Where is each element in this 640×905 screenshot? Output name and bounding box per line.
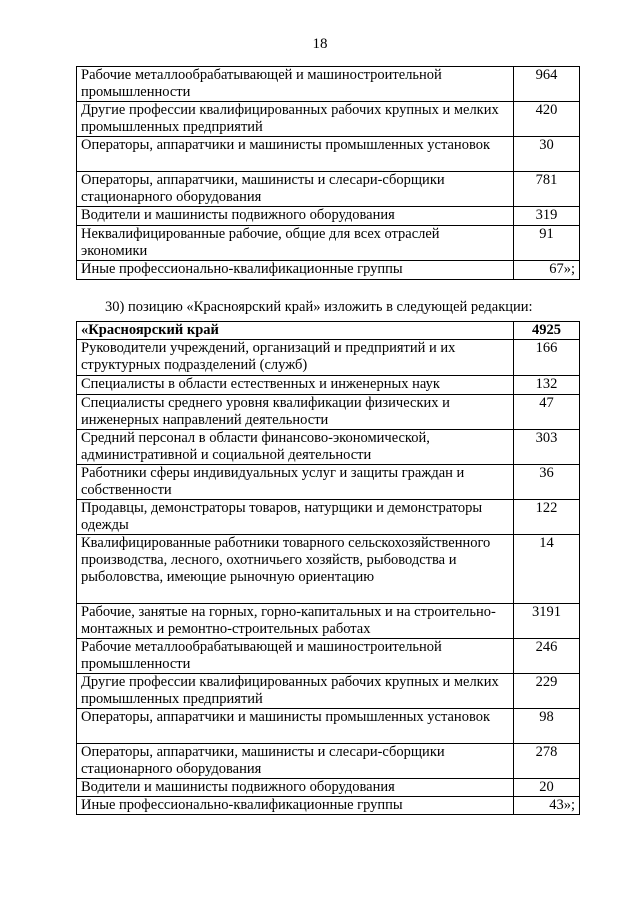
table-row bbox=[77, 226, 580, 261]
table-row bbox=[77, 172, 580, 207]
page-number: 18 bbox=[312, 36, 328, 52]
table-row bbox=[77, 340, 580, 376]
row-value: 122 bbox=[514, 500, 580, 535]
table-row bbox=[77, 709, 580, 744]
row-label: Иные профессионально-квалификационные группы bbox=[77, 797, 514, 815]
row-value: 166 bbox=[514, 340, 580, 376]
row-value: 246 bbox=[514, 639, 580, 674]
row-label: Операторы, аппаратчики и машинисты промышленных установок bbox=[77, 137, 514, 172]
region-name: «Красноярский край bbox=[77, 322, 514, 340]
table-row bbox=[77, 674, 580, 709]
row-value: 132 bbox=[514, 376, 580, 395]
row-value: 303 bbox=[514, 430, 580, 465]
table-row bbox=[77, 376, 580, 395]
row-label: Водители и машинисты подвижного оборудования bbox=[77, 207, 514, 226]
table-row bbox=[77, 67, 580, 102]
occupation-table-1 bbox=[76, 66, 580, 280]
row-label: Рабочие металлообрабатывающей и машиностроительной промышленности bbox=[77, 639, 514, 674]
row-value: 420 bbox=[514, 102, 580, 137]
row-label: Иные профессионально-квалификационные группы bbox=[77, 261, 514, 280]
row-value: 278 bbox=[514, 744, 580, 779]
row-label: Руководители учреждений, организаций и предприятий и их структурных подразделений (служб) bbox=[77, 340, 514, 376]
row-value: 36 bbox=[514, 465, 580, 500]
row-label: Операторы, аппаратчики, машинисты и слесари-сборщики стационарного оборудования bbox=[77, 744, 514, 779]
table-row bbox=[77, 102, 580, 137]
occupation-table-krasnoyarsk bbox=[76, 321, 580, 815]
table-row bbox=[77, 535, 580, 604]
table-row bbox=[77, 779, 580, 797]
row-value: 229 bbox=[514, 674, 580, 709]
row-label: Неквалифицированные рабочие, общие для всех отраслей экономики bbox=[77, 226, 514, 261]
table-row bbox=[77, 500, 580, 535]
row-value: 319 bbox=[514, 207, 580, 226]
row-value: 781 bbox=[514, 172, 580, 207]
table-row bbox=[77, 744, 580, 779]
row-label: Квалифицированные работники товарного сельскохозяйственного производства, лесного, охотничьего хозяйств, рыбоводства и рыболовства, имеющие рыночную ориентацию bbox=[77, 535, 514, 604]
table-row bbox=[77, 465, 580, 500]
table-row bbox=[77, 395, 580, 430]
row-label: Средний персонал в области финансово-экономической, административной и социальной деятельности bbox=[77, 430, 514, 465]
row-value: 14 bbox=[514, 535, 580, 604]
table-row bbox=[77, 430, 580, 465]
row-label: Рабочие металлообрабатывающей и машиностроительной промышленности bbox=[77, 67, 514, 102]
row-label: Специалисты среднего уровня квалификации физических и инженерных направлений деятельности bbox=[77, 395, 514, 430]
table-row bbox=[77, 261, 580, 280]
row-label: Продавцы, демонстраторы товаров, натурщики и демонстраторы одежды bbox=[77, 500, 514, 535]
row-label: Работники сферы индивидуальных услуг и защиты граждан и собственности bbox=[77, 465, 514, 500]
region-total: 4925 bbox=[514, 322, 580, 340]
row-value: 20 bbox=[514, 779, 580, 797]
amendment-intro-text: 30) позицию «Красноярский край» изложить в следующей редакции: bbox=[105, 299, 533, 315]
row-label: Другие профессии квалифицированных рабочих крупных и мелких промышленных предприятий bbox=[77, 674, 514, 709]
row-label: Операторы, аппаратчики и машинисты промышленных установок bbox=[77, 709, 514, 744]
table-row bbox=[77, 604, 580, 639]
row-label: Водители и машинисты подвижного оборудования bbox=[77, 779, 514, 797]
row-label: Операторы, аппаратчики, машинисты и слесари-сборщики стационарного оборудования bbox=[77, 172, 514, 207]
row-label: Рабочие, занятые на горных, горно-капитальных и на строительно-монтажных и ремонтно-строительных работах bbox=[77, 604, 514, 639]
row-value: 964 bbox=[514, 67, 580, 102]
row-value: 3191 bbox=[514, 604, 580, 639]
row-value: 91 bbox=[514, 226, 580, 261]
row-label: Другие профессии квалифицированных рабочих крупных и мелких промышленных предприятий bbox=[77, 102, 514, 137]
row-value: 43»; bbox=[514, 797, 580, 815]
table-header-row bbox=[77, 322, 580, 340]
row-label: Специалисты в области естественных и инженерных наук bbox=[77, 376, 514, 395]
row-value: 98 bbox=[514, 709, 580, 744]
table-row bbox=[77, 639, 580, 674]
row-value: 47 bbox=[514, 395, 580, 430]
row-value: 67»; bbox=[514, 261, 580, 280]
row-value: 30 bbox=[514, 137, 580, 172]
table-row bbox=[77, 797, 580, 815]
table-row bbox=[77, 137, 580, 172]
table-row bbox=[77, 207, 580, 226]
